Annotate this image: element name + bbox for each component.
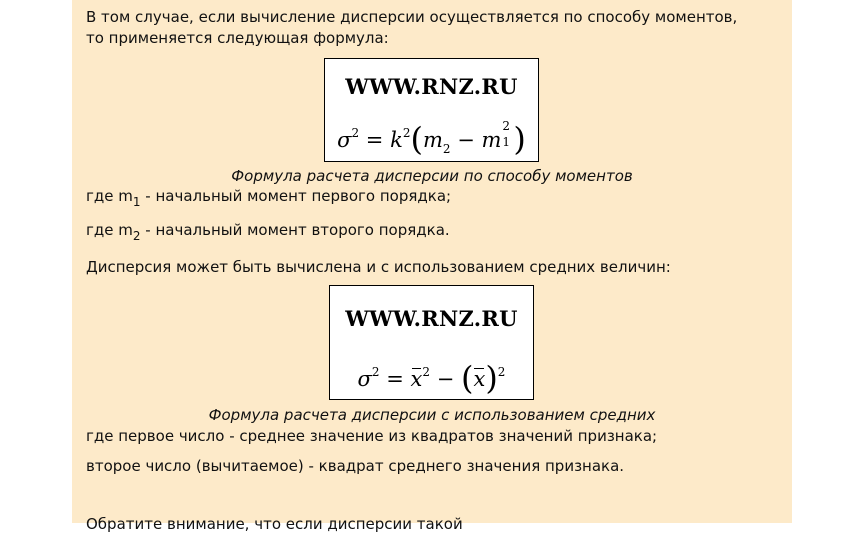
definition-m2: где $m_2$ - начальный момент второго порядка. [86,221,450,243]
formula-caption: Формула расчета дисперсии с использованием средних [208,406,656,424]
second-number-description: второе число (вычитаемое) - квадрат среднего значения признака. [86,457,625,475]
cut-off-paragraph: Обратите внимание, что если дисперсии такой [86,515,463,533]
intro-line-1: В том случае, если вычисление дисперсии осуществляется по способу моментов, [86,8,738,26]
formula-caption: Формула расчета дисперсии по способу моментов [231,167,633,185]
definition-m1: где $m_1$ - начальный момент первого порядка; [86,187,452,209]
formula-moments: $\sigma^2 = k^2(m_2 - m$ 2 1 ) [337,119,526,158]
formula-means-image [329,285,534,400]
formula-means: $\sigma^2 = x^2 - (x)^2$ [357,359,506,397]
formula-watermark: WWW.RNZ.RU [345,74,518,99]
intro-line-2: то применяется следующая формула: [86,29,389,47]
means-intro: Дисперсия может быть вычислена и с использованием средних величин: [86,258,671,276]
formula-watermark: WWW.RNZ.RU [345,306,518,331]
article-content [72,0,792,533]
formula-moments-image [324,58,539,162]
first-number-description: где первое число - среднее значение из квадратов значений признака; [86,427,658,445]
